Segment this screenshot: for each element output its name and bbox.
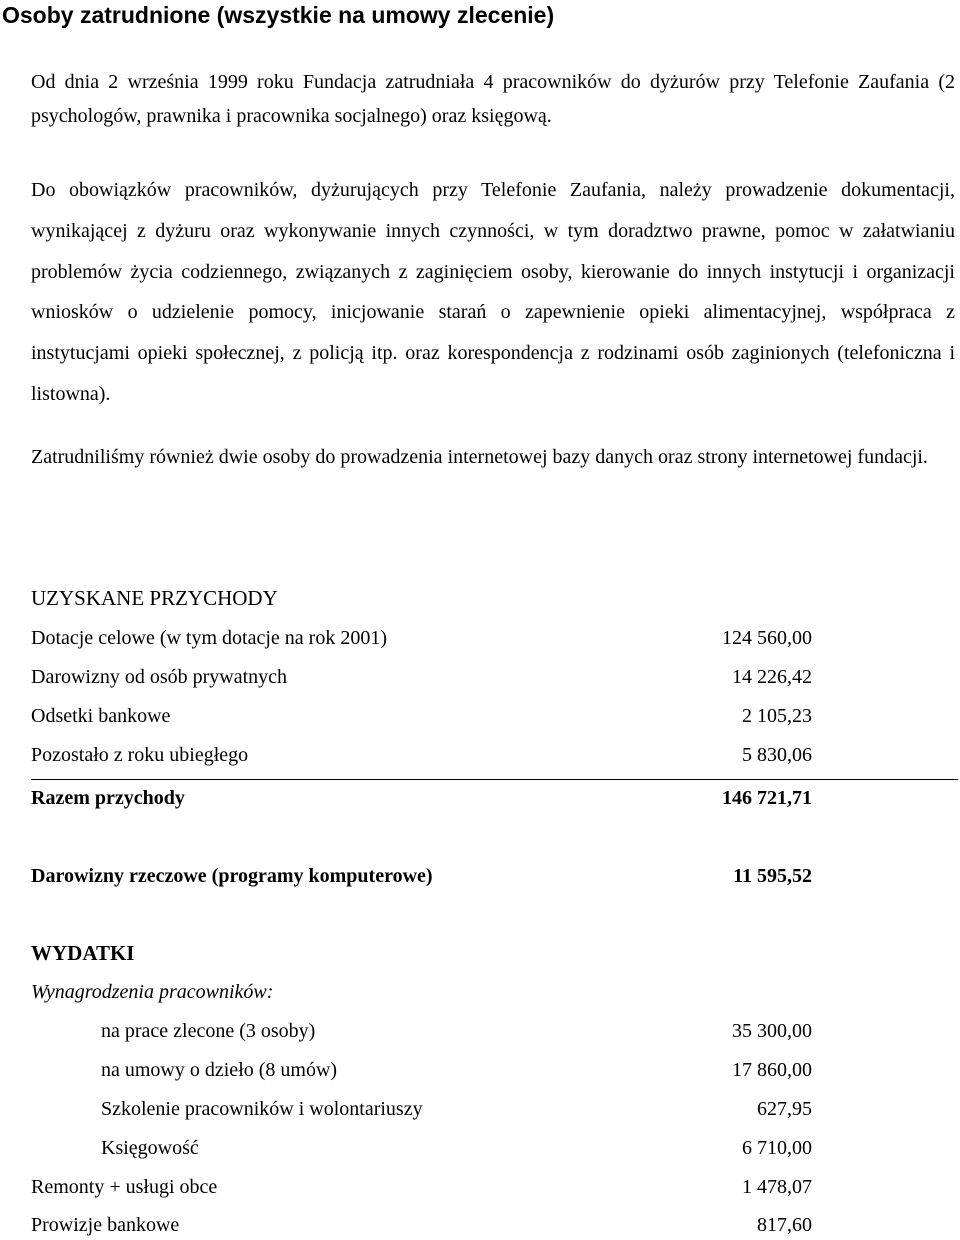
expense-row-label: Prowizje bankowe bbox=[31, 1214, 180, 1236]
income-row-value: 124 560,00 bbox=[722, 627, 812, 649]
total-divider bbox=[31, 779, 958, 780]
income-row-label: Odsetki bankowe bbox=[31, 705, 171, 727]
expense-row-value: 35 300,00 bbox=[732, 1020, 812, 1042]
expense-row bbox=[101, 1094, 812, 1124]
income-row-label: Pozostało z roku ubiegłego bbox=[31, 744, 249, 766]
expense-row-value: 17 860,00 bbox=[732, 1059, 812, 1081]
income-row-label: Darowizny od osób prywatnych bbox=[31, 666, 288, 688]
expense-row-value: 817,60 bbox=[757, 1214, 812, 1236]
expense-row-value: 627,95 bbox=[757, 1098, 812, 1120]
income-section-title: UZYSKANE PRZYCHODY bbox=[31, 586, 278, 610]
paragraph-internet-staff: Zatrudniliśmy również dwie osoby do prowadzenia internetowej bazy danych oraz strony internetowej fundacji. bbox=[31, 446, 928, 468]
income-row-value: 5 830,06 bbox=[742, 744, 812, 766]
expense-row bbox=[31, 1210, 812, 1240]
income-total-value: 146 721,71 bbox=[722, 787, 812, 809]
expense-row-label: na umowy o dzieło (8 umów) bbox=[101, 1059, 338, 1081]
income-row-value: 2 105,23 bbox=[742, 705, 812, 727]
in-kind-donations-row bbox=[31, 861, 812, 891]
expense-row bbox=[101, 1133, 812, 1163]
expense-row-label: Księgowość bbox=[101, 1137, 199, 1159]
expenses-section-title: WYDATKI bbox=[31, 941, 135, 965]
expense-row-value: 1 478,07 bbox=[742, 1176, 812, 1198]
paragraph-duties: Do obowiązków pracowników, dyżurujących przy Telefonie Zaufania, należy prowadzenie dokumentacji, wynikającej z dyżuru oraz wykonywanie innych czynności, w tym doradztwo prawne, pomoc w załatwianiu problemów życia codziennego, związanych z zaginięciem osoby, kierowanie do innych instytucji i organizacji wniosków o udzielenie pomocy, inicjowanie starań o zapewnienie opieki alimentacyjnej, współpraca z instytucjami opieki społecznej, z policją itp. oraz korespondencja z rodzinami osób zaginionych (telefoniczna i listowna). bbox=[31, 179, 955, 405]
in-kind-donations-label: Darowizny rzeczowe (programy komputerowe) bbox=[31, 865, 433, 887]
expense-row-label: Szkolenie pracowników i wolontariuszy bbox=[101, 1098, 423, 1120]
income-total-label: Razem przychody bbox=[31, 787, 185, 809]
in-kind-donations-value: 11 595,52 bbox=[733, 865, 812, 887]
expense-row-label: Remonty + usługi obce bbox=[31, 1176, 218, 1198]
income-total-row bbox=[31, 783, 812, 813]
expense-row bbox=[101, 1016, 812, 1046]
expense-row bbox=[31, 1172, 812, 1202]
income-row bbox=[31, 701, 812, 731]
expense-row bbox=[101, 1055, 812, 1085]
income-row bbox=[31, 623, 812, 653]
income-row bbox=[31, 662, 812, 692]
expense-row-value: 6 710,00 bbox=[742, 1137, 812, 1159]
page-heading: Osoby zatrudnione (wszystkie na umowy zlecenie) bbox=[2, 2, 555, 28]
income-row bbox=[31, 740, 812, 770]
income-row-label: Dotacje celowe (w tym dotacje na rok 2001) bbox=[31, 627, 387, 649]
expense-row-label: na prace zlecone (3 osoby) bbox=[101, 1020, 316, 1042]
income-row-value: 14 226,42 bbox=[732, 666, 812, 688]
paragraph-employment: Od dnia 2 września 1999 roku Fundacja zatrudniała 4 pracowników do dyżurów przy Telefonie Zaufania (2 psychologów, prawnika i pracownika socjalnego) oraz księgową. bbox=[31, 71, 955, 127]
expenses-subtitle: Wynagrodzenia pracowników: bbox=[31, 981, 274, 1003]
